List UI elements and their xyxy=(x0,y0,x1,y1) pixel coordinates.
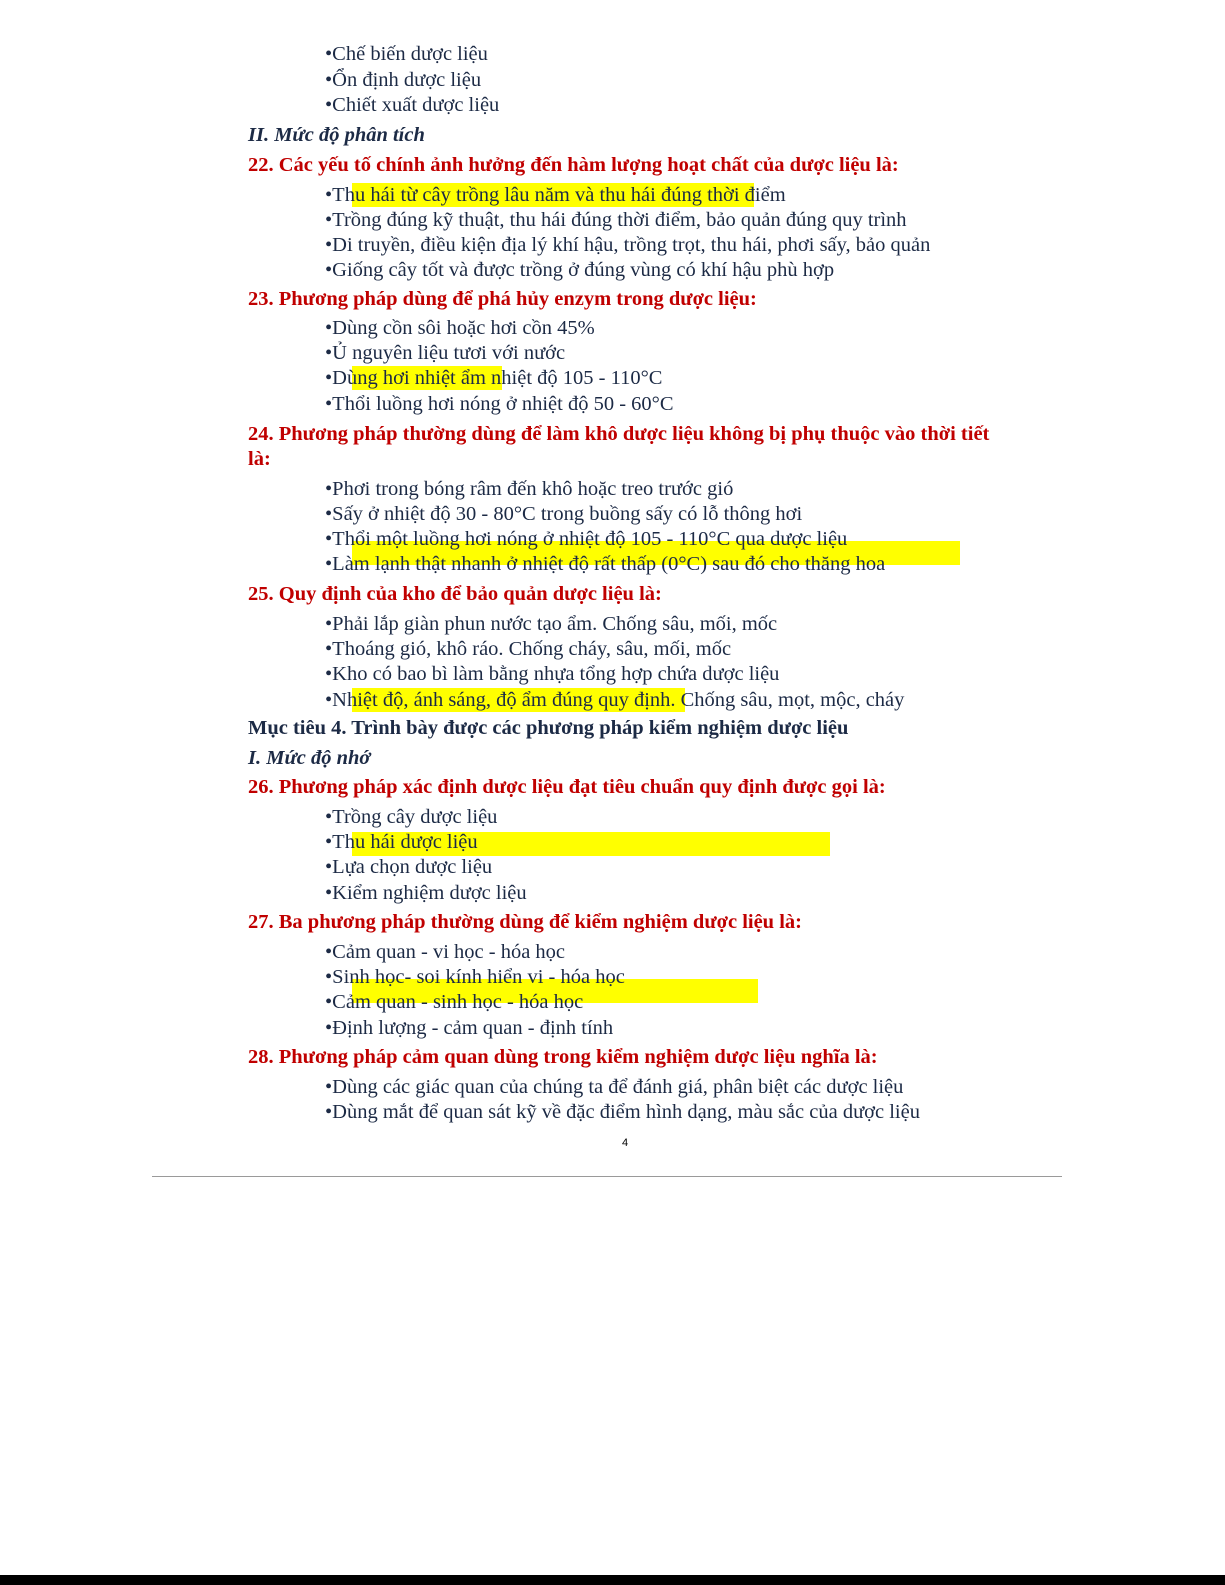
option-line: •Chiết xuất dược liệu xyxy=(325,94,500,116)
option-line: •Phơi trong bóng râm đến khô hoặc treo trước gió xyxy=(325,478,734,500)
option-line: •Chế biến dược liệu xyxy=(325,43,488,65)
option-line: •Thoáng gió, khô ráo. Chống cháy, sâu, mối, mốc xyxy=(325,638,732,660)
question-28: 28. Phương pháp cảm quan dùng trong kiểm nghiệm dược liệu nghĩa là: xyxy=(248,1046,878,1068)
option-line: •Thu hái từ cây trồng lâu năm và thu hái đúng thời điểm xyxy=(325,184,786,206)
page-number: 4 xyxy=(621,1137,629,1149)
option-line: •Thổi luồng hơi nóng ở nhiệt độ 50 - 60°C xyxy=(325,393,674,415)
option-line: •Di truyền, điều kiện địa lý khí hậu, trồng trọt, thu hái, phơi sấy, bảo quản xyxy=(325,234,931,256)
question-22: 22. Các yếu tố chính ảnh hưởng đến hàm lượng hoạt chất của dược liệu là: xyxy=(248,154,899,176)
option-line: •Trồng đúng kỹ thuật, thu hái đúng thời điểm, bảo quản đúng quy trình xyxy=(325,209,907,231)
question-27: 27. Ba phương pháp thường dùng để kiểm nghiệm dược liệu là: xyxy=(248,911,802,933)
option-line: •Ổn định dược liệu xyxy=(325,69,482,91)
question-24-continued: là: xyxy=(248,448,271,470)
option-line: •Thu hái dược liệu xyxy=(325,831,478,853)
option-line: •Dùng mắt để quan sát kỹ về đặc điểm hình dạng, màu sắc của dược liệu xyxy=(325,1101,920,1123)
question-26: 26. Phương pháp xác định dược liệu đạt tiêu chuẩn quy định được gọi là: xyxy=(248,776,886,798)
objective-heading: Mục tiêu 4. Trình bày được các phương pháp kiểm nghiệm dược liệu xyxy=(248,717,849,739)
question-25: 25. Quy định của kho để bảo quản dược liệu là: xyxy=(248,583,662,605)
option-line: •Kiểm nghiệm dược liệu xyxy=(325,882,527,904)
page-divider xyxy=(152,1176,1062,1177)
option-line: •Phải lắp giàn phun nước tạo ẩm. Chống sâu, mối, mốc xyxy=(325,613,778,635)
option-line: •Thổi một luồng hơi nóng ở nhiệt độ 105 - 110°C qua dược liệu xyxy=(325,528,848,550)
option-line: •Dùng cồn sôi hoặc hơi cồn 45% xyxy=(325,317,595,339)
question-23: 23. Phương pháp dùng để phá hủy enzym trong dược liệu: xyxy=(248,288,757,310)
option-line: •Sinh học- soi kính hiển vi - hóa học xyxy=(325,966,625,988)
option-line: •Giống cây tốt và được trồng ở đúng vùng có khí hậu phù hợp xyxy=(325,259,835,281)
option-line: •Dùng hơi nhiệt ẩm nhiệt độ 105 - 110°C xyxy=(325,367,663,389)
option-line: •Trồng cây dược liệu xyxy=(325,806,498,828)
option-line: •Kho có bao bì làm bằng nhựa tổng hợp chứa dược liệu xyxy=(325,663,780,685)
viewer-bottom-edge xyxy=(0,1575,1225,1585)
option-line: •Ủ nguyên liệu tươi với nước xyxy=(325,342,566,364)
option-line: •Dùng các giác quan của chúng ta để đánh giá, phân biệt các dược liệu xyxy=(325,1076,904,1098)
question-24: 24. Phương pháp thường dùng để làm khô dược liệu không bị phụ thuộc vào thời tiết xyxy=(248,423,990,445)
option-line: •Định lượng - cảm quan - định tính xyxy=(325,1017,614,1039)
section-heading: I. Mức độ nhớ xyxy=(248,747,371,769)
section-heading: II. Mức độ phân tích xyxy=(248,124,425,146)
option-line: •Làm lạnh thật nhanh ở nhiệt độ rất thấp (0°C) sau đó cho thăng hoa xyxy=(325,553,886,575)
option-line: •Cảm quan - vi học - hóa học xyxy=(325,941,566,963)
option-line: •Lựa chọn dược liệu xyxy=(325,856,493,878)
option-line: •Nhiệt độ, ánh sáng, độ ẩm đúng quy định. Chống sâu, mọt, mộc, cháy xyxy=(325,689,905,711)
option-line: •Sấy ở nhiệt độ 30 - 80°C trong buồng sấy có lỗ thông hơi xyxy=(325,503,803,525)
option-line: •Cảm quan - sinh học - hóa học xyxy=(325,991,584,1013)
